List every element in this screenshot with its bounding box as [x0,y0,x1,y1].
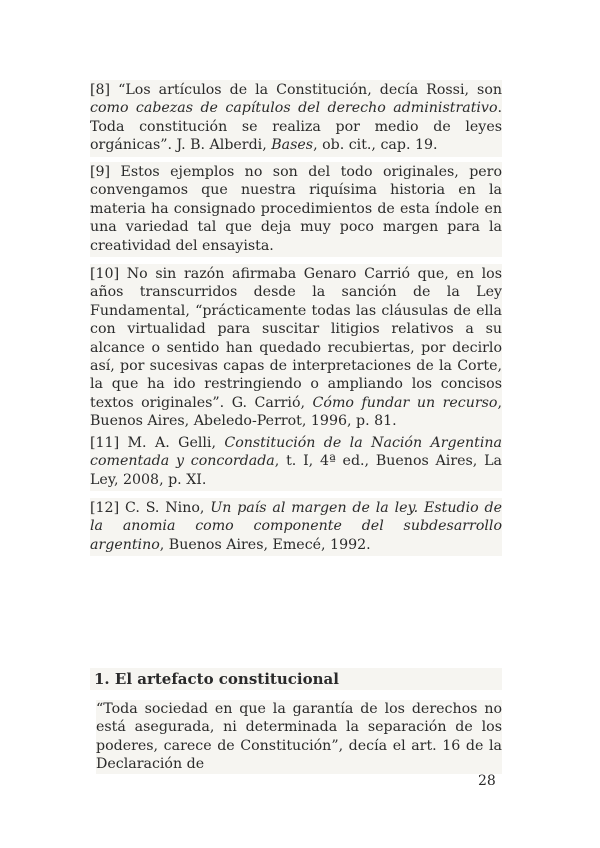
footnote-italic-text: Un país al margen de la ley. Estudio de la anomia como componente del subdesarrollo argentino [90,500,503,553]
footnote-text: , ob. cit., cap. 19. [313,137,438,154]
page-number: 28 [478,773,496,789]
footnote-text: , t. I, 4ª ed., Buenos Aires, La Ley, 2008, p. XI. [90,453,502,488]
footnote-text: . Toda constitución se realiza por medio de leyes orgánicas”. J. B. Alberdi, [90,100,502,154]
section-heading: 1. El artefacto constitucional [90,668,502,690]
footnote-text: Estos ejemplos no son del todo originales, pero convengamos que nuestra riquísima historia en la materia ha consignado procedimientos de esta índole en una variedad tal que deja muy poco margen para la creatividad del ensayista. [90,164,502,254]
footnote-12 [90,498,502,556]
footnote-8 [90,80,502,157]
footnote-italic-text: Bases [271,137,314,154]
footnote-number: [10] [90,266,120,282]
footnote-text: C. S. Nino, [119,500,211,516]
footnote-number: [11] [90,435,120,451]
footnote-number: [9] [90,164,111,180]
section-paragraph: “Toda sociedad en que la garantía de los derechos no está asegurada, ni determinada la separación de los poderes, carece de Constitución”, decía el art. 16 de la Declaración de [96,701,502,773]
footnote-number: [8] [90,82,111,98]
footnote-italic-text: Cómo fundar un recurso [312,394,498,411]
footnote-text: , Buenos Aires, Emecé, 1992. [159,536,371,553]
footnote-11 [90,433,502,491]
footnote-10 [90,264,502,433]
footnote-text: No sin razón afirmaba Genaro Carrió que, en los años transcurridos desde la sanción de la Ley Fundamental, “prácticamente todas las cláusulas de ella con virtualidad para suscitar litigios relativos a su alcance o sentido han quedado recubiertas, por decirlo así, por sucesivas capas de interpretaciones de la Corte, la que ha ido restringiendo o ampliando los concisos textos originales”. G. Carrió, [90,266,502,411]
footnote-text: M. A. Gelli, [119,435,225,451]
footnote-9 [90,162,502,257]
footnote-text: “Los artículos de la Constitución, decía Rossi, son [110,82,502,98]
footnote-text: , Buenos Aires, Abeledo-Perrot, 1996, p. 81. [90,394,502,430]
footnote-italic-text: como cabezas de capítulos del derecho administrativo [90,100,498,117]
footnote-number: [12] [90,500,120,516]
footnote-italic-text: Constitución de la Nación Argentina comentada y concordada [90,435,502,470]
